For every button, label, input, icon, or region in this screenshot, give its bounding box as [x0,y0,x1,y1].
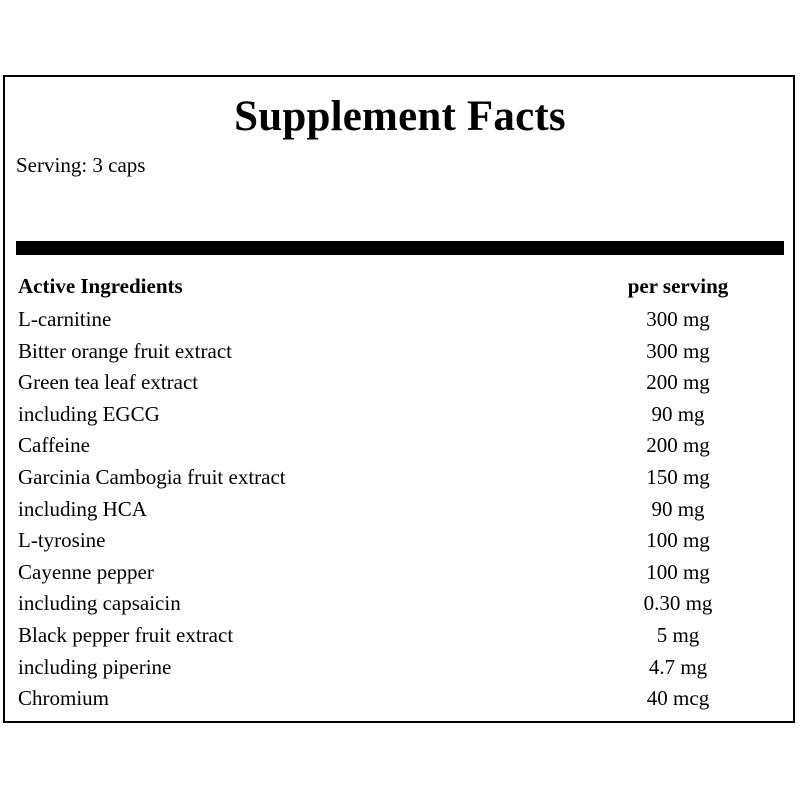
label-title: Supplement Facts [234,93,566,140]
table-row [0,653,800,685]
table-row [0,337,800,369]
ingredient-name: L-carnitine [18,307,112,331]
table-row [0,305,800,337]
table-header [0,272,800,300]
ingredient-amount: 150 mg [646,464,710,489]
ingredient-amount: 40 mcg [646,686,710,711]
ingredient-amount: 200 mg [646,370,710,395]
ingredient-name: L-tyrosine [18,528,106,553]
table-row [0,495,800,527]
table-row [0,431,800,463]
divider-rule [16,241,784,255]
ingredient-name: Caffeine [18,433,90,458]
table-row [0,558,800,590]
ingredient-amount: 300 mg [646,338,710,363]
table-row [0,526,800,558]
ingredient-name: Green tea leaf extract [18,370,199,395]
ingredient-name: including capsaicin [18,591,181,616]
ingredient-name: Bitter orange fruit extract [18,338,232,363]
serving-size: Serving: 3 caps [16,153,146,177]
ingredient-amount: 90 mg [651,496,705,521]
ingredient-amount: 100 mg [646,528,710,553]
table-row [0,400,800,432]
table-row [0,621,800,653]
ingredient-amount: 200 mg [646,433,710,458]
table-row [0,463,800,495]
column-header-ingredients: Active Ingredients [18,274,183,298]
ingredient-amount: 5 mg [656,622,700,647]
ingredient-name: Cayenne pepper [18,559,154,584]
ingredient-amount: 0.30 mg [643,591,713,616]
ingredient-amount: 90 mg [651,401,705,426]
table-row [0,684,800,716]
ingredient-amount: 100 mg [646,559,710,584]
ingredient-table [0,305,800,716]
ingredient-name: including HCA [18,496,147,521]
ingredient-name: including EGCG [18,401,160,426]
ingredient-name: Garcinia Cambogia fruit extract [18,464,286,489]
table-row [0,368,800,400]
table-row [0,589,800,621]
ingredient-name: including piperine [18,654,172,679]
ingredient-name: Black pepper fruit extract [18,622,234,647]
ingredient-amount: 300 mg [646,307,710,331]
ingredient-amount: 4.7 mg [648,654,708,679]
column-header-amount: per serving [627,274,729,298]
ingredient-name: Chromium [18,686,110,711]
